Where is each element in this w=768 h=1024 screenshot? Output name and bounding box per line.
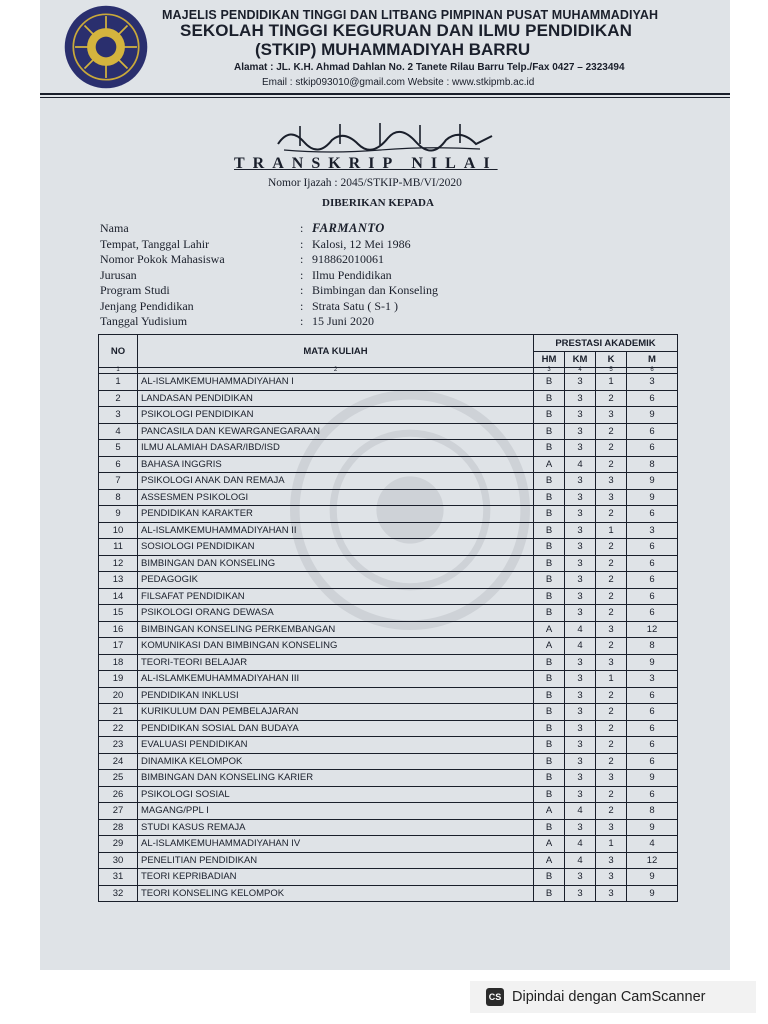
grade-letter: B xyxy=(534,704,565,721)
credit-count: 2 xyxy=(596,687,627,704)
course-name: STUDI KASUS REMAJA xyxy=(138,819,534,836)
row-number: 4 xyxy=(99,423,138,440)
grade-letter: B xyxy=(534,522,565,539)
quality-point: 6 xyxy=(627,390,678,407)
row-number: 16 xyxy=(99,621,138,638)
grade-point: 3 xyxy=(565,737,596,754)
header-contact: Email : stkip093010@gmail.com Website : www.stkipmb.ac.id xyxy=(262,77,535,88)
grade-point: 3 xyxy=(565,753,596,770)
grade-letter: B xyxy=(534,473,565,490)
quality-point: 9 xyxy=(627,819,678,836)
grade-point: 4 xyxy=(565,803,596,820)
quality-point: 8 xyxy=(627,456,678,473)
course-name: BAHASA INGGRIS xyxy=(138,456,534,473)
field-value: Strata Satu ( S-1 ) xyxy=(312,298,398,313)
course-name: PSIKOLOGI PENDIDIKAN xyxy=(138,407,534,424)
credit-count: 3 xyxy=(596,407,627,424)
quality-point: 6 xyxy=(627,440,678,457)
table-row xyxy=(99,555,678,572)
table-row xyxy=(99,803,678,820)
course-name: FILSAFAT PENDIDIKAN xyxy=(138,588,534,605)
grade-point: 3 xyxy=(565,423,596,440)
grade-point: 3 xyxy=(565,671,596,688)
grade-point: 3 xyxy=(565,489,596,506)
quality-point: 9 xyxy=(627,770,678,787)
course-name: AL-ISLAMKEMUHAMMADIYAHAN II xyxy=(138,522,534,539)
field-label: Jenjang Pendidikan xyxy=(100,298,194,313)
grade-letter: B xyxy=(534,374,565,391)
grade-letter: B xyxy=(534,539,565,556)
student-row-npm: Nomor Pokok Mahasiswa : 918862010061 xyxy=(100,252,384,267)
field-label: Tempat, Tanggal Lahir xyxy=(100,236,210,251)
column-number: 6 xyxy=(627,368,678,374)
row-number: 13 xyxy=(99,572,138,589)
grade-point: 3 xyxy=(565,687,596,704)
row-number: 26 xyxy=(99,786,138,803)
course-name: AL-ISLAMKEMUHAMMADIYAHAN IV xyxy=(138,836,534,853)
scanner-watermark xyxy=(470,981,756,1013)
row-number: 6 xyxy=(99,456,138,473)
course-name: BIMBINGAN DAN KONSELING xyxy=(138,555,534,572)
table-row xyxy=(99,654,678,671)
quality-point: 8 xyxy=(627,638,678,655)
grade-letter: B xyxy=(534,440,565,457)
table-row xyxy=(99,687,678,704)
row-number: 17 xyxy=(99,638,138,655)
table-row xyxy=(99,621,678,638)
table-row xyxy=(99,720,678,737)
grade-letter: B xyxy=(534,605,565,622)
field-value: Bimbingan dan Konseling xyxy=(312,283,438,298)
row-number: 29 xyxy=(99,836,138,853)
grade-letter: B xyxy=(534,390,565,407)
credit-count: 1 xyxy=(596,522,627,539)
grade-point: 4 xyxy=(565,456,596,473)
table-row xyxy=(99,506,678,523)
credit-count: 2 xyxy=(596,638,627,655)
student-row-name: Nama : FARMANTO xyxy=(100,221,385,236)
column-number: 1 xyxy=(99,368,138,374)
credit-count: 3 xyxy=(596,819,627,836)
grade-point: 3 xyxy=(565,786,596,803)
credit-count: 2 xyxy=(596,423,627,440)
header-k: K xyxy=(596,352,627,368)
credit-count: 2 xyxy=(596,737,627,754)
table-row xyxy=(99,423,678,440)
row-number: 15 xyxy=(99,605,138,622)
row-number: 12 xyxy=(99,555,138,572)
credit-count: 2 xyxy=(596,390,627,407)
given-to-heading: DIBERIKAN KEPADA xyxy=(322,197,434,209)
row-number: 27 xyxy=(99,803,138,820)
course-name: AL-ISLAMKEMUHAMMADIYAHAN I xyxy=(138,374,534,391)
course-name: SOSIOLOGI PENDIDIKAN xyxy=(138,539,534,556)
grade-point: 4 xyxy=(565,638,596,655)
row-number: 1 xyxy=(99,374,138,391)
table-row xyxy=(99,572,678,589)
credit-count: 3 xyxy=(596,489,627,506)
course-name: MAGANG/PPL I xyxy=(138,803,534,820)
table-row xyxy=(99,671,678,688)
credit-count: 2 xyxy=(596,440,627,457)
credit-count: 2 xyxy=(596,605,627,622)
credit-count: 2 xyxy=(596,753,627,770)
header-line-2: SEKOLAH TINGGI KEGURUAN DAN ILMU PENDIDIKAN xyxy=(180,21,632,40)
student-info xyxy=(100,221,438,330)
course-name: PSIKOLOGI SOSIAL xyxy=(138,786,534,803)
quality-point: 6 xyxy=(627,786,678,803)
row-number: 8 xyxy=(99,489,138,506)
course-name: BIMBINGAN KONSELING PERKEMBANGAN xyxy=(138,621,534,638)
row-number: 23 xyxy=(99,737,138,754)
table-row xyxy=(99,786,678,803)
course-name: ASSESMEN PSIKOLOGI xyxy=(138,489,534,506)
course-name: PENDIDIKAN SOSIAL DAN BUDAYA xyxy=(138,720,534,737)
quality-point: 9 xyxy=(627,654,678,671)
column-number: 4 xyxy=(565,368,596,374)
quality-point: 6 xyxy=(627,588,678,605)
course-name: PANCASILA DAN KEWARGANEGARAAN xyxy=(138,423,534,440)
scanner-text: Dipindai dengan CamScanner xyxy=(512,989,706,1005)
student-row-prodi: Program Studi : Bimbingan dan Konseling xyxy=(100,283,438,298)
quality-point: 6 xyxy=(627,506,678,523)
grade-point: 3 xyxy=(565,407,596,424)
table-row xyxy=(99,440,678,457)
credit-count: 2 xyxy=(596,555,627,572)
quality-point: 9 xyxy=(627,489,678,506)
credit-count: 2 xyxy=(596,539,627,556)
row-number: 14 xyxy=(99,588,138,605)
grade-letter: B xyxy=(534,489,565,506)
grade-letter: B xyxy=(534,671,565,688)
table-row xyxy=(99,456,678,473)
student-row-jenjang: Jenjang Pendidikan : Strata Satu ( S-1 ) xyxy=(100,298,398,313)
quality-point: 4 xyxy=(627,836,678,853)
quality-point: 3 xyxy=(627,671,678,688)
institution-logo-icon xyxy=(63,4,149,90)
header-line-1: MAJELIS PENDIDIKAN TINGGI DAN LITBANG PIMPINAN PUSAT MUHAMMADIYAH xyxy=(162,8,659,22)
camscanner-icon: CS xyxy=(486,988,504,1006)
course-name: AL-ISLAMKEMUHAMMADIYAHAN III xyxy=(138,671,534,688)
grade-point: 3 xyxy=(565,390,596,407)
grade-point: 3 xyxy=(565,440,596,457)
quality-point: 3 xyxy=(627,522,678,539)
course-name: TEORI KONSELING KELOMPOK xyxy=(138,885,534,902)
grade-point: 3 xyxy=(565,885,596,902)
page-title: TRANSKRIP NILAI xyxy=(234,155,498,172)
grade-letter: B xyxy=(534,869,565,886)
grades-table xyxy=(98,334,678,902)
quality-point: 6 xyxy=(627,555,678,572)
grade-point: 3 xyxy=(565,654,596,671)
course-name: KOMUNIKASI DAN BIMBINGAN KONSELING xyxy=(138,638,534,655)
credit-count: 2 xyxy=(596,803,627,820)
quality-point: 9 xyxy=(627,473,678,490)
header-no: NO xyxy=(99,335,138,368)
header-km: KM xyxy=(565,352,596,368)
grade-letter: B xyxy=(534,737,565,754)
row-number: 32 xyxy=(99,885,138,902)
header-address: Alamat : JL. K.H. Ahmad Dahlan No. 2 Tanete Rilau Barru Telp./Fax 0427 – 2323494 xyxy=(234,62,625,73)
credit-count: 1 xyxy=(596,671,627,688)
header-hm: HM xyxy=(534,352,565,368)
grade-letter: A xyxy=(534,456,565,473)
credit-count: 2 xyxy=(596,588,627,605)
grade-letter: B xyxy=(534,407,565,424)
field-label: Nama xyxy=(100,221,129,236)
row-number: 22 xyxy=(99,720,138,737)
quality-point: 9 xyxy=(627,407,678,424)
grade-point: 3 xyxy=(565,539,596,556)
grade-point: 3 xyxy=(565,605,596,622)
field-label: Tanggal Yudisium xyxy=(100,314,188,329)
column-number: 2 xyxy=(138,368,534,374)
grade-letter: B xyxy=(534,753,565,770)
course-name: PEDAGOGIK xyxy=(138,572,534,589)
row-number: 28 xyxy=(99,819,138,836)
credit-count: 3 xyxy=(596,473,627,490)
quality-point: 6 xyxy=(627,704,678,721)
bismillah-calligraphy xyxy=(270,118,500,156)
quality-point: 3 xyxy=(627,374,678,391)
grade-point: 3 xyxy=(565,506,596,523)
grade-point: 3 xyxy=(565,572,596,589)
grade-point: 3 xyxy=(565,869,596,886)
table-row xyxy=(99,407,678,424)
field-label: Jurusan xyxy=(100,267,137,282)
header-course: MATA KULIAH xyxy=(138,335,534,368)
table-row xyxy=(99,588,678,605)
course-name: PSIKOLOGI ORANG DEWASA xyxy=(138,605,534,622)
ijazah-value: 2045/STKIP-MB/VI/2020 xyxy=(340,177,462,189)
table-row xyxy=(99,473,678,490)
header-prestasi: PRESTASI AKADEMIK xyxy=(534,335,678,352)
credit-count: 1 xyxy=(596,374,627,391)
student-name: FARMANTO xyxy=(312,221,385,236)
table-row xyxy=(99,374,678,391)
row-number: 31 xyxy=(99,869,138,886)
credit-count: 3 xyxy=(596,770,627,787)
course-name: PENDIDIKAN INKLUSI xyxy=(138,687,534,704)
quality-point: 6 xyxy=(627,539,678,556)
grade-point: 3 xyxy=(565,704,596,721)
course-name: DINAMIKA KELOMPOK xyxy=(138,753,534,770)
field-value: 15 Juni 2020 xyxy=(312,314,375,329)
table-row xyxy=(99,885,678,902)
quality-point: 6 xyxy=(627,605,678,622)
quality-point: 6 xyxy=(627,720,678,737)
grades-table-body xyxy=(99,374,678,902)
column-number: 3 xyxy=(534,368,565,374)
grade-letter: B xyxy=(534,770,565,787)
ijazah-label: Nomor Ijazah xyxy=(268,177,332,189)
field-label: Program Studi xyxy=(100,283,170,298)
header-divider-thin xyxy=(40,97,730,98)
student-row-yudisium: Tanggal Yudisium : 15 Juni 2020 xyxy=(100,314,375,329)
grade-point: 3 xyxy=(565,473,596,490)
grade-point: 4 xyxy=(565,621,596,638)
grade-point: 3 xyxy=(565,770,596,787)
field-label: Nomor Pokok Mahasiswa xyxy=(100,252,225,267)
grade-letter: B xyxy=(534,819,565,836)
row-number: 3 xyxy=(99,407,138,424)
column-number: 5 xyxy=(596,368,627,374)
grade-point: 3 xyxy=(565,555,596,572)
grade-letter: A xyxy=(534,621,565,638)
row-number: 20 xyxy=(99,687,138,704)
student-row-jurusan: Jurusan : Ilmu Pendidikan xyxy=(100,267,392,282)
table-row xyxy=(99,605,678,622)
quality-point: 9 xyxy=(627,885,678,902)
course-name: PENDIDIKAN KARAKTER xyxy=(138,506,534,523)
grade-point: 3 xyxy=(565,819,596,836)
course-name: EVALUASI PENDIDIKAN xyxy=(138,737,534,754)
field-value: Kalosi, 12 Mei 1986 xyxy=(312,236,411,251)
credit-count: 3 xyxy=(596,621,627,638)
credit-count: 3 xyxy=(596,885,627,902)
row-number: 2 xyxy=(99,390,138,407)
grade-point: 4 xyxy=(565,852,596,869)
credit-count: 2 xyxy=(596,704,627,721)
grade-letter: A xyxy=(534,803,565,820)
table-row xyxy=(99,489,678,506)
quality-point: 6 xyxy=(627,423,678,440)
quality-point: 6 xyxy=(627,753,678,770)
quality-point: 6 xyxy=(627,737,678,754)
table-row xyxy=(99,522,678,539)
credit-count: 2 xyxy=(596,786,627,803)
quality-point: 12 xyxy=(627,852,678,869)
credit-count: 3 xyxy=(596,654,627,671)
ijazah-colon: : xyxy=(334,177,341,189)
course-name: TEORI KEPRIBADIAN xyxy=(138,869,534,886)
quality-point: 8 xyxy=(627,803,678,820)
table-row xyxy=(99,770,678,787)
table-row xyxy=(99,737,678,754)
grade-point: 4 xyxy=(565,836,596,853)
header-divider xyxy=(40,93,730,95)
course-name: KURIKULUM DAN PEMBELAJARAN xyxy=(138,704,534,721)
course-name: BIMBINGAN DAN KONSELING KARIER xyxy=(138,770,534,787)
quality-point: 12 xyxy=(627,621,678,638)
quality-point: 9 xyxy=(627,869,678,886)
table-row xyxy=(99,753,678,770)
course-name: TEORI-TEORI BELAJAR xyxy=(138,654,534,671)
row-number: 21 xyxy=(99,704,138,721)
table-row xyxy=(99,869,678,886)
table-row xyxy=(99,836,678,853)
credit-count: 3 xyxy=(596,852,627,869)
grade-letter: A xyxy=(534,852,565,869)
course-name: PENELITIAN PENDIDIKAN xyxy=(138,852,534,869)
row-number: 9 xyxy=(99,506,138,523)
table-header-row xyxy=(99,335,678,352)
credit-count: 2 xyxy=(596,572,627,589)
row-number: 7 xyxy=(99,473,138,490)
row-number: 5 xyxy=(99,440,138,457)
field-value: 918862010061 xyxy=(312,252,384,267)
field-value: Ilmu Pendidikan xyxy=(312,267,392,282)
credit-count: 1 xyxy=(596,836,627,853)
course-name: ILMU ALAMIAH DASAR/IBD/ISD xyxy=(138,440,534,457)
table-row xyxy=(99,390,678,407)
row-number: 24 xyxy=(99,753,138,770)
row-number: 30 xyxy=(99,852,138,869)
grade-letter: B xyxy=(534,588,565,605)
grade-point: 3 xyxy=(565,588,596,605)
grade-letter: B xyxy=(534,506,565,523)
grade-point: 3 xyxy=(565,374,596,391)
course-name: LANDASAN PENDIDIKAN xyxy=(138,390,534,407)
grade-letter: A xyxy=(534,638,565,655)
course-name: PSIKOLOGI ANAK DAN REMAJA xyxy=(138,473,534,490)
credit-count: 3 xyxy=(596,869,627,886)
grade-point: 3 xyxy=(565,522,596,539)
credit-count: 2 xyxy=(596,720,627,737)
grade-letter: B xyxy=(534,555,565,572)
row-number: 19 xyxy=(99,671,138,688)
grade-letter: B xyxy=(534,654,565,671)
grade-letter: B xyxy=(534,572,565,589)
quality-point: 6 xyxy=(627,572,678,589)
grade-letter: A xyxy=(534,836,565,853)
row-number: 11 xyxy=(99,539,138,556)
table-row xyxy=(99,819,678,836)
credit-count: 2 xyxy=(596,506,627,523)
table-row xyxy=(99,638,678,655)
table-row xyxy=(99,704,678,721)
header-m: M xyxy=(627,352,678,368)
grade-letter: B xyxy=(534,786,565,803)
quality-point: 6 xyxy=(627,687,678,704)
student-row-birth: Tempat, Tanggal Lahir : Kalosi, 12 Mei 1986 xyxy=(100,236,411,251)
header-line-3: (STKIP) MUHAMMADIYAH BARRU xyxy=(255,40,531,59)
credit-count: 2 xyxy=(596,456,627,473)
row-number: 25 xyxy=(99,770,138,787)
row-number: 10 xyxy=(99,522,138,539)
table-row xyxy=(99,852,678,869)
grade-letter: B xyxy=(534,687,565,704)
table-row xyxy=(99,539,678,556)
grade-point: 3 xyxy=(565,720,596,737)
grade-letter: B xyxy=(534,423,565,440)
row-number: 18 xyxy=(99,654,138,671)
ijazah-number xyxy=(268,177,462,189)
grade-letter: B xyxy=(534,885,565,902)
grade-letter: B xyxy=(534,720,565,737)
